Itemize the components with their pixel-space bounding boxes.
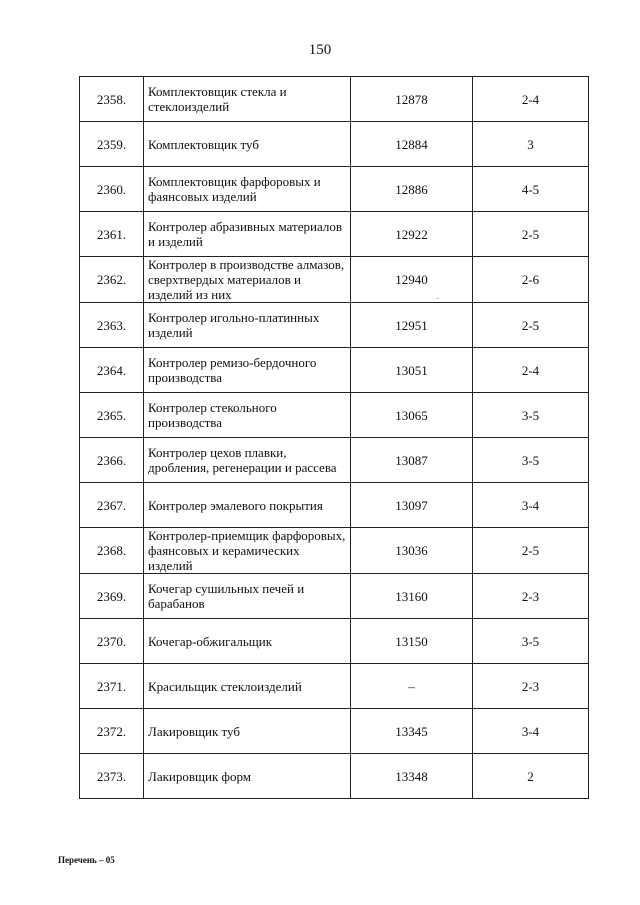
row-number: 2366. xyxy=(80,438,144,483)
occupation-code: 13097 xyxy=(351,483,473,528)
occupation-code: – xyxy=(351,664,473,709)
occupation-code: 12951 xyxy=(351,303,473,348)
occupation-name: Контролер цехов плавки, дробления, регенерации и рассева xyxy=(144,438,351,483)
row-number: 2365. xyxy=(80,393,144,438)
rank-range: 2-3 xyxy=(473,664,589,709)
row-number: 2367. xyxy=(80,483,144,528)
rank-range: 3-5 xyxy=(473,438,589,483)
occupation-code: 12884 xyxy=(351,122,473,167)
row-number: 2363. xyxy=(80,303,144,348)
occupation-code: 12922 xyxy=(351,212,473,257)
table-row xyxy=(80,709,589,754)
table-row xyxy=(80,754,589,799)
rank-range: 2-3 xyxy=(473,574,589,619)
row-number: 2361. xyxy=(80,212,144,257)
row-number: 2373. xyxy=(80,754,144,799)
row-number: 2369. xyxy=(80,574,144,619)
occupation-name: Кочегар-обжигальщик xyxy=(144,619,351,664)
table-row xyxy=(80,348,589,393)
occupation-name: Лакировщик форм xyxy=(144,754,351,799)
occupation-code: 12878 xyxy=(351,77,473,122)
occupation-name: Контролер ремизо-бердочного производства xyxy=(144,348,351,393)
occupation-name: Лакировщик туб xyxy=(144,709,351,754)
occupation-code: 13348 xyxy=(351,754,473,799)
table-row xyxy=(80,77,589,122)
table-row xyxy=(80,483,589,528)
rank-range: 3 xyxy=(473,122,589,167)
row-number: 2358. xyxy=(80,77,144,122)
occupation-code: 12940 xyxy=(351,257,473,303)
table-row xyxy=(80,257,589,303)
row-number: 2359. xyxy=(80,122,144,167)
row-number: 2364. xyxy=(80,348,144,393)
rank-range: 3-5 xyxy=(473,393,589,438)
occupation-code: 13160 xyxy=(351,574,473,619)
scan-speck xyxy=(437,298,438,299)
rank-range: 2-5 xyxy=(473,212,589,257)
table-body xyxy=(80,77,589,799)
occupation-name: Контролер в производстве алмазов, сверхтвердых материалов и изделий из них xyxy=(144,257,351,303)
occupation-name: Кочегар сушильных печей и барабанов xyxy=(144,574,351,619)
occupation-name: Комплектовщик стекла и стеклоизделий xyxy=(144,77,351,122)
table-row xyxy=(80,212,589,257)
row-number: 2370. xyxy=(80,619,144,664)
occupation-name: Контролер стекольного производства xyxy=(144,393,351,438)
occupation-name: Контролер-приемщик фарфоровых, фаянсовых и керамических изделий xyxy=(144,528,351,574)
rank-range: 3-5 xyxy=(473,619,589,664)
occupation-name: Контролер игольно-платинных изделий xyxy=(144,303,351,348)
rank-range: 4-5 xyxy=(473,167,589,212)
rank-range: 2-6 xyxy=(473,257,589,303)
table-row xyxy=(80,664,589,709)
rank-range: 3-4 xyxy=(473,709,589,754)
row-number: 2371. xyxy=(80,664,144,709)
table-row xyxy=(80,438,589,483)
occupation-code: 13087 xyxy=(351,438,473,483)
table-row xyxy=(80,619,589,664)
rank-range: 2 xyxy=(473,754,589,799)
occupation-code: 13065 xyxy=(351,393,473,438)
occupation-name: Красильщик стеклоизделий xyxy=(144,664,351,709)
table-row xyxy=(80,167,589,212)
occupation-code: 13051 xyxy=(351,348,473,393)
table-row xyxy=(80,528,589,574)
occupation-code: 13150 xyxy=(351,619,473,664)
occupation-name: Контролер эмалевого покрытия xyxy=(144,483,351,528)
rank-range: 2-5 xyxy=(473,303,589,348)
rank-range: 3-4 xyxy=(473,483,589,528)
table-row xyxy=(80,393,589,438)
occupation-code: 13036 xyxy=(351,528,473,574)
table-row xyxy=(80,303,589,348)
row-number: 2368. xyxy=(80,528,144,574)
table-row xyxy=(80,122,589,167)
occupation-name: Комплектовщик фарфоровых и фаянсовых изделий xyxy=(144,167,351,212)
row-number: 2360. xyxy=(80,167,144,212)
row-number: 2362. xyxy=(80,257,144,303)
row-number: 2372. xyxy=(80,709,144,754)
rank-range: 2-4 xyxy=(473,348,589,393)
page-number: 150 xyxy=(308,42,332,58)
rank-range: 2-4 xyxy=(473,77,589,122)
occupation-table xyxy=(79,76,589,799)
occupation-name: Контролер абразивных материалов и изделий xyxy=(144,212,351,257)
rank-range: 2-5 xyxy=(473,528,589,574)
occupation-code: 13345 xyxy=(351,709,473,754)
occupation-name: Комплектовщик туб xyxy=(144,122,351,167)
occupation-code: 12886 xyxy=(351,167,473,212)
document-footer: Перечень – 05 xyxy=(58,855,115,865)
table-row xyxy=(80,574,589,619)
